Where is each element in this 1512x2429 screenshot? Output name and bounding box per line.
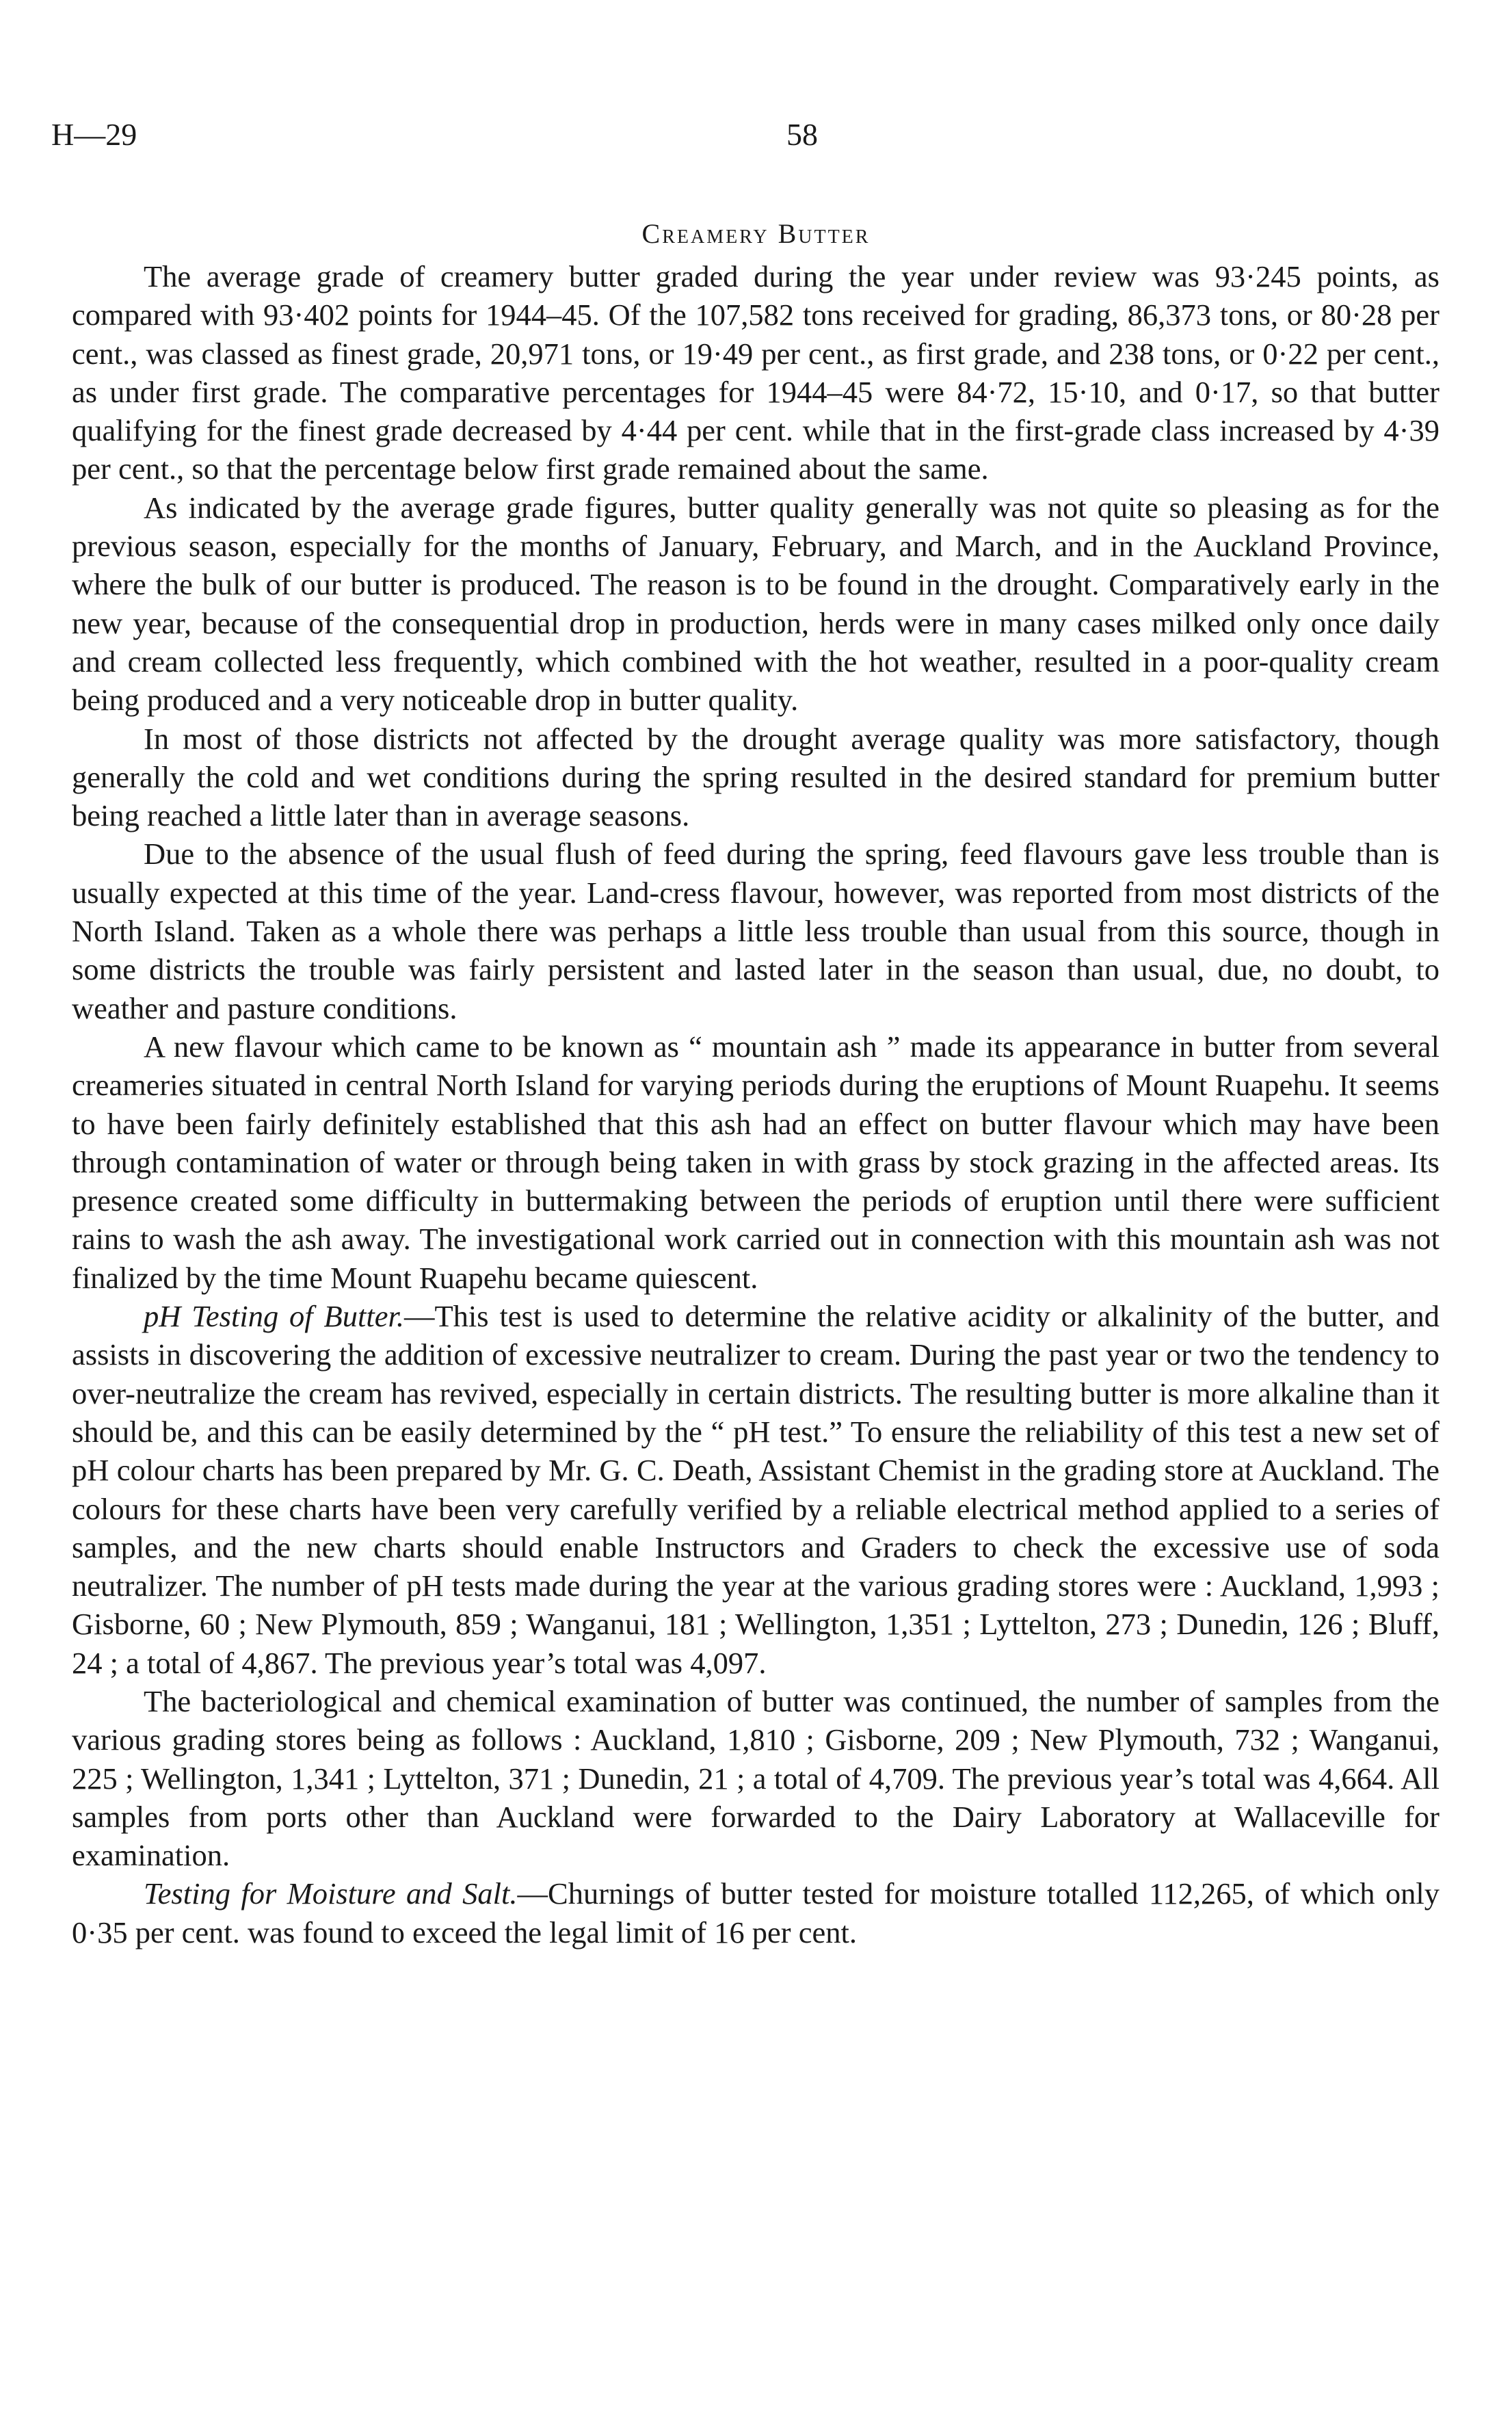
report-reference: H—29 bbox=[51, 117, 137, 152]
paragraph-text: —Churnings of butter tested for moisture totalled 112,265, of which only 0·35 per cent. was found to exceed the legal limit of 16 per cent. bbox=[72, 1876, 1440, 1949]
paragraph-feed-flavours bbox=[72, 835, 1440, 1027]
paragraph-unaffected-districts bbox=[72, 720, 1440, 835]
paragraph-lead: pH Testing of Butter. bbox=[144, 1299, 404, 1334]
section-title: Creamery Butter bbox=[641, 218, 871, 249]
paragraph-text: Due to the absence of the usual flush of feed during the spring, feed flavours gave less trouble than is usually expected at this time of the year. Land-cress flavour, however, was reported from most districts of the North Island. Taken as a whole there was perhaps a little less trouble than usual from this source, though in some districts the trouble was fairly persistent and lasted later in the season than usual, due, no doubt, to weather and pasture conditions. bbox=[72, 837, 1440, 1025]
paragraph-moisture-salt bbox=[72, 1874, 1440, 1952]
paragraph-text: A new flavour which came to be known as “ mountain ash ” made its appearance in butter from several creameries situated in central North Island for varying periods during the eruptions of Mount Ruapehu. It seems to have been fairly definitely established that this ash had an effect on butter flavour which may have been through contamination of water or through being taken in with grass by stock grazing in the affected areas. Its presence created some difficulty in buttermaking between the periods of eruption until there were sufficient rains to wash the ash away. The investigational work carried out in connection with this mountain ash was not finalized by the time Mount Ruapehu became quiescent. bbox=[72, 1029, 1440, 1295]
body-text bbox=[72, 257, 1440, 1952]
paragraph-butter-grades bbox=[72, 257, 1440, 488]
paragraph-text: The average grade of creamery butter graded during the year under review was 93·245 points, as compared with 93·402 points for 1944–45. Of the 107,582 tons received for grading, 86,373 tons, or 80·28 per cent., was classed as finest grade, 20,971 tons, or 19·49 per cent., as first grade, and 238 tons, or 0·22 per cent., as under first grade. The comparative percentages for 1944–45 were 84·72, 15·10, and 0·17, so that butter qualifying for the finest grade decreased by 4·44 per cent. while that in the first-grade class increased by 4·39 per cent., so that the percentage below first grade remained about the same. bbox=[72, 259, 1440, 486]
paragraph-text: In most of those districts not affected by the drought average quality was more satisfactory, though generally the cold and wet conditions during the spring resulted in the desired standard for premium butter being reached a little later than in average seasons. bbox=[72, 721, 1440, 833]
page-header bbox=[51, 116, 1460, 157]
page-number: 58 bbox=[786, 117, 818, 152]
paragraph-ph-testing bbox=[72, 1297, 1440, 1682]
paragraph-text: As indicated by the average grade figures, butter quality generally was not quite so pleasing as for the previous season, especially for the months of January, February, and March, and in the Auckland Province, where the bulk of our butter is produced. The reason is to be found in the drought. Comparatively early in the new year, because of the consequential drop in production, herds were in many cases milked only once daily and cream collected less frequently, which combined with the hot weather, resulted in a poor-quality cream being produced and a very noticeable drop in butter quality. bbox=[72, 490, 1440, 718]
paragraph-mountain-ash bbox=[72, 1027, 1440, 1297]
paragraph-text: —This test is used to determine the relative acidity or alkalinity of the butter, and assists in discovering the addition of excessive neutralizer to cream. During the past year or two the tendency to over-neutralize the cream has revived, especially in certain districts. The resulting butter is more alkaline than it should be, and this can be easily determined by the “ pH test.” To ensure the reliability of this test a new set of pH colour charts has been prepared by Mr. G. C. Death, Assistant Chemist in the grading store at Auckland. The colours for these charts have been very carefully verified by a reliable electrical method applied to a series of samples, and the new charts should enable Instructors and Graders to check the excessive use of soda neutralizer. The number of pH tests made during the year at the various grading stores were : Auckland, 1,993 ; Gisborne, 60 ; New Plymouth, 859 ; Wanganui, 181 ; Wellington, 1,351 ; Lyttelton, 273 ; Dunedin, 126 ; Bluff, 24 ; a total of 4,867. The previous year’s total was 4,097. bbox=[72, 1299, 1440, 1680]
paragraph-bacteriological-examination bbox=[72, 1682, 1440, 1874]
paragraph-butter-quality bbox=[72, 488, 1440, 720]
paragraph-text: The bacteriological and chemical examination of butter was continued, the number of samples from the various grading stores being as follows : Auckland, 1,810 ; Gisborne, 209 ; New Plymouth, 732 ; Wanganui, 225 ; Wellington, 1,341 ; Lyttelton, 371 ; Dunedin, 21 ; a total of 4,709. The previous year’s total was 4,664. All samples from ports other than Auckland were forwarded to the Dairy Laboratory at Wallaceville for examination. bbox=[72, 1683, 1440, 1873]
paragraph-lead: Testing for Moisture and Salt. bbox=[144, 1876, 518, 1911]
